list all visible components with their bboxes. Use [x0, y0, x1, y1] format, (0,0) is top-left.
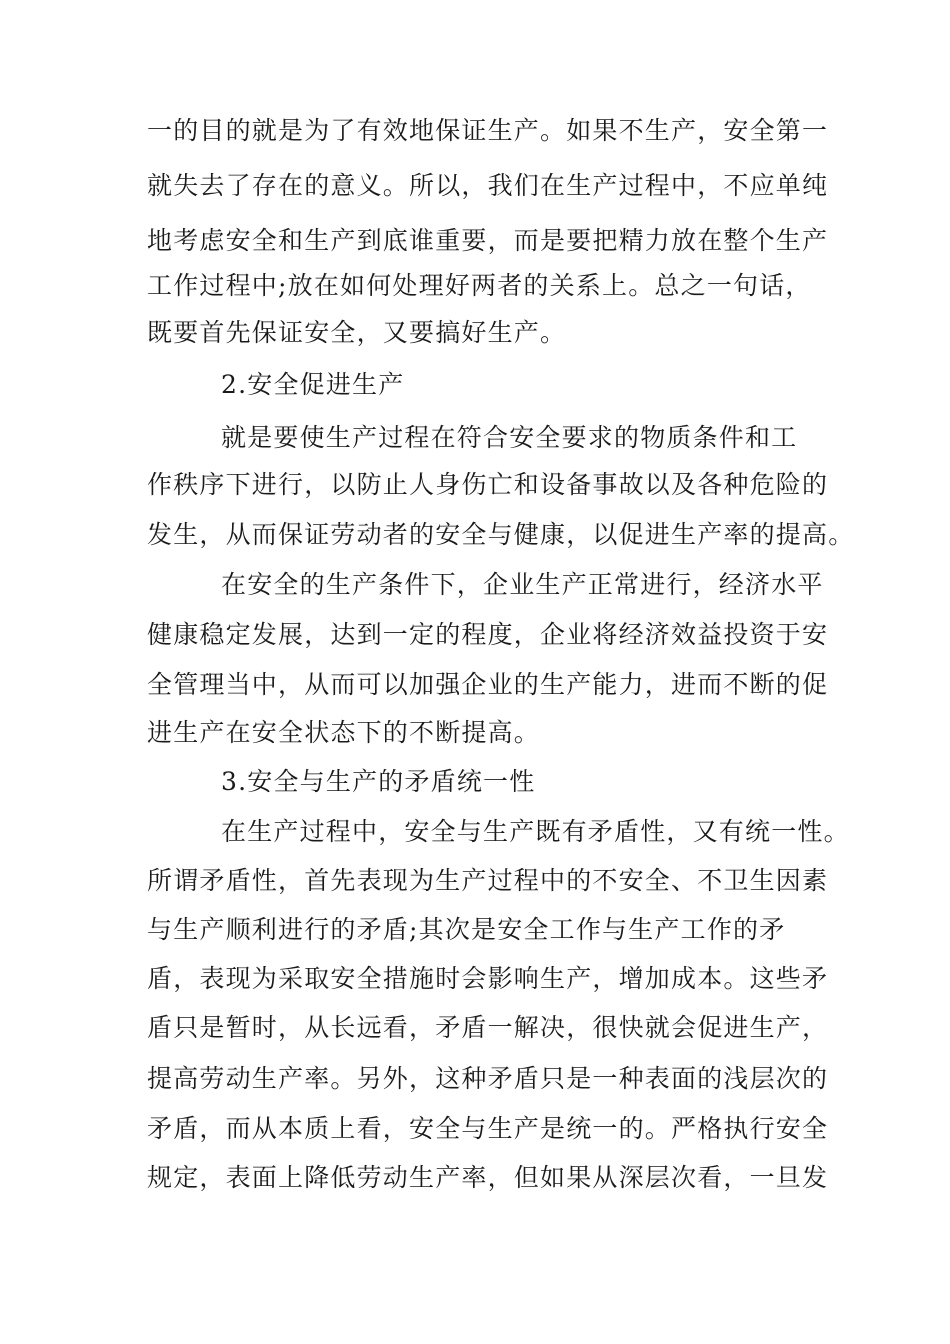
- text-line: 作秩序下进行，以防止人身伤亡和设备事故以及各种危险的: [147, 470, 829, 499]
- text-line: 地考虑安全和生产到底谁重要，而是要把精力放在整个生产: [147, 226, 829, 255]
- text-line: 进生产在安全状态下的不断提高。: [147, 718, 541, 747]
- text-line: 所谓矛盾性，首先表现为生产过程中的不安全、不卫生因素: [147, 866, 829, 895]
- text-line: 盾只是暂时，从长远看，矛盾一解决，很快就会促进生产，: [147, 1013, 829, 1042]
- text-line: 规定，表面上降低劳动生产率，但如果从深层次看，一旦发: [147, 1163, 829, 1192]
- text-line: 健康稳定发展，达到一定的程度，企业将经济效益投资于安: [147, 620, 829, 649]
- text-line: 矛盾，而从本质上看，安全与生产是统一的。严格执行安全: [147, 1114, 829, 1143]
- text-line: 就失去了存在的意义。所以，我们在生产过程中，不应单纯: [147, 171, 829, 200]
- text-line: 盾，表现为采取安全措施时会影响生产，增加成本。这些矛: [147, 964, 829, 993]
- text-line: 全管理当中，从而可以加强企业的生产能力，进而不断的促: [147, 670, 829, 699]
- text-line: 工作过程中;放在如何处理好两者的关系上。总之一句话，: [147, 271, 812, 300]
- text-line: 就是要使生产过程在符合安全要求的物质条件和工: [221, 423, 798, 452]
- text-line: 提高劳动生产率。另外，这种矛盾只是一种表面的浅层次的: [147, 1064, 829, 1093]
- text-line: 发生，从而保证劳动者的安全与健康，以促进生产率的提高。: [147, 520, 855, 549]
- text-line: 一的目的就是为了有效地保证生产。如果不生产，安全第一: [147, 116, 829, 145]
- text-line: 在生产过程中，安全与生产既有矛盾性，又有统一性。: [221, 817, 850, 846]
- section-heading: 3.安全与生产的矛盾统一性: [221, 767, 536, 796]
- text-line: 与生产顺利进行的矛盾;其次是安全工作与生产工作的矛: [147, 915, 786, 944]
- section-heading: 2.安全促进生产: [221, 370, 405, 399]
- text-line: 既要首先保证安全，又要搞好生产。: [147, 318, 567, 347]
- text-line: 在安全的生产条件下，企业生产正常进行，经济水平: [221, 570, 824, 599]
